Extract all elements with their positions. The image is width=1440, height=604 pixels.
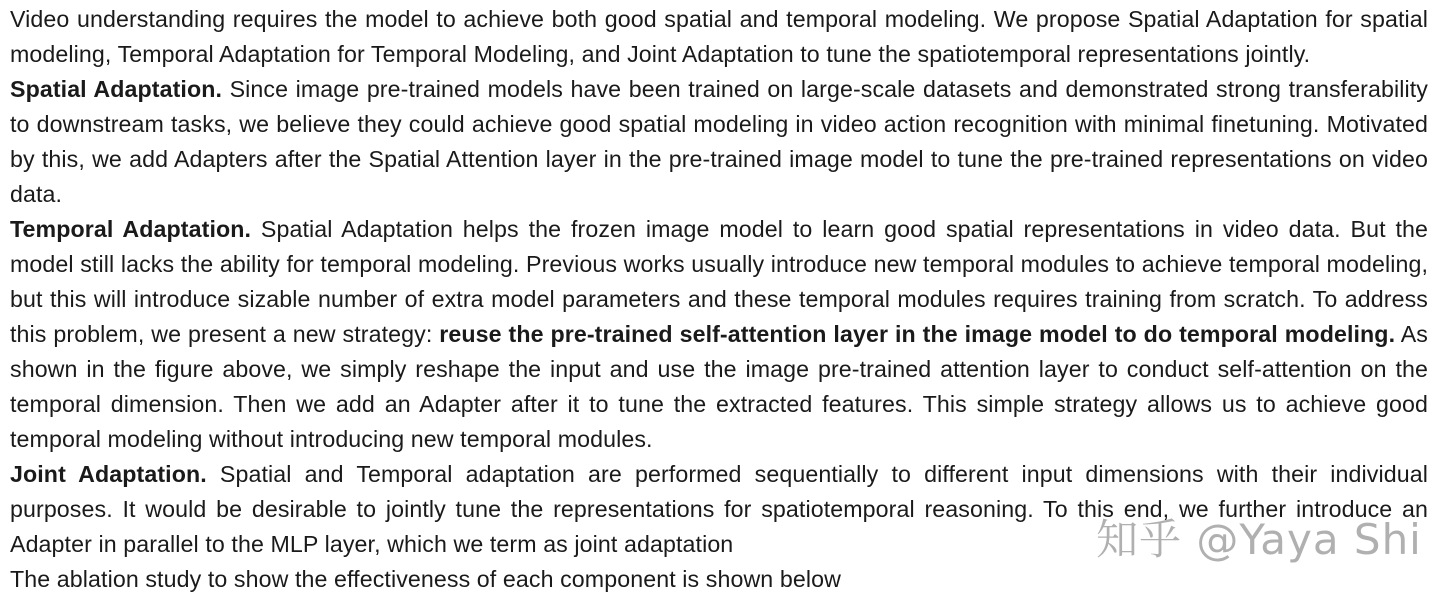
joint-adaptation-heading: Joint Adaptation. [10, 461, 207, 487]
spatial-adaptation-heading: Spatial Adaptation. [10, 76, 223, 102]
temporal-adaptation-emphasis: reuse the pre-trained self-attention layer in the image model to do temporal modeling. [439, 321, 1396, 347]
joint-adaptation-text: Spatial and Temporal adaptation are performed sequentially to different input dimensions with their individual purposes. It would be desirable to jointly tune the representations for spatiotemporal reasoning. To this end, we further introduce an Adapter in parallel to the MLP layer, which we term as joint adaptation [10, 461, 1428, 557]
ablation-paragraph: The ablation study to show the effectiveness of each component is shown below [10, 566, 841, 592]
joint-adaptation-paragraph [10, 457, 1428, 562]
spatial-adaptation-text: Since image pre-trained models have been trained on large-scale datasets and demonstrated strong transferability to downstream tasks, we believe they could achieve good spatial modeling in video action recognition with minimal finetuning. Motivated by this, we add Adapters after the Spatial Attention layer in the pre-trained image model to tune the pre-trained representations on video data. [10, 76, 1428, 207]
zhihu-watermark: 知乎 @Yaya Shi [1096, 515, 1422, 564]
spatial-adaptation-paragraph [10, 72, 1428, 212]
temporal-adaptation-text: Spatial Adaptation helps the frozen image model to learn good spatial representations in video data. But the model still lacks the ability for temporal modeling. Previous works usually introduce new temporal modules to achieve temporal modeling, but this will introduce sizable number of extra model parameters and these temporal modules requires training from scratch. To address this problem, we present a new strategy: [10, 216, 1429, 347]
temporal-adaptation-paragraph [10, 212, 1428, 457]
temporal-adaptation-text-continued: As shown in the figure above, we simply reshape the input and use the image pre-trained attention layer to conduct self-attention on the temporal dimension. Then we add an Adapter after it to tune the extracted features. This simple strategy allows us to achieve good temporal modeling without introducing new temporal modules. [10, 321, 1428, 452]
temporal-adaptation-heading: Temporal Adaptation. [10, 216, 252, 242]
intro-paragraph: Video understanding requires the model to achieve both good spatial and temporal modeling. We propose Spatial Adaptation for spatial modeling, Temporal Adaptation for Temporal Modeling, and Joint Adaptation to tune the spatiotemporal representations jointly. [10, 6, 1428, 67]
article-body [10, 2, 1428, 597]
